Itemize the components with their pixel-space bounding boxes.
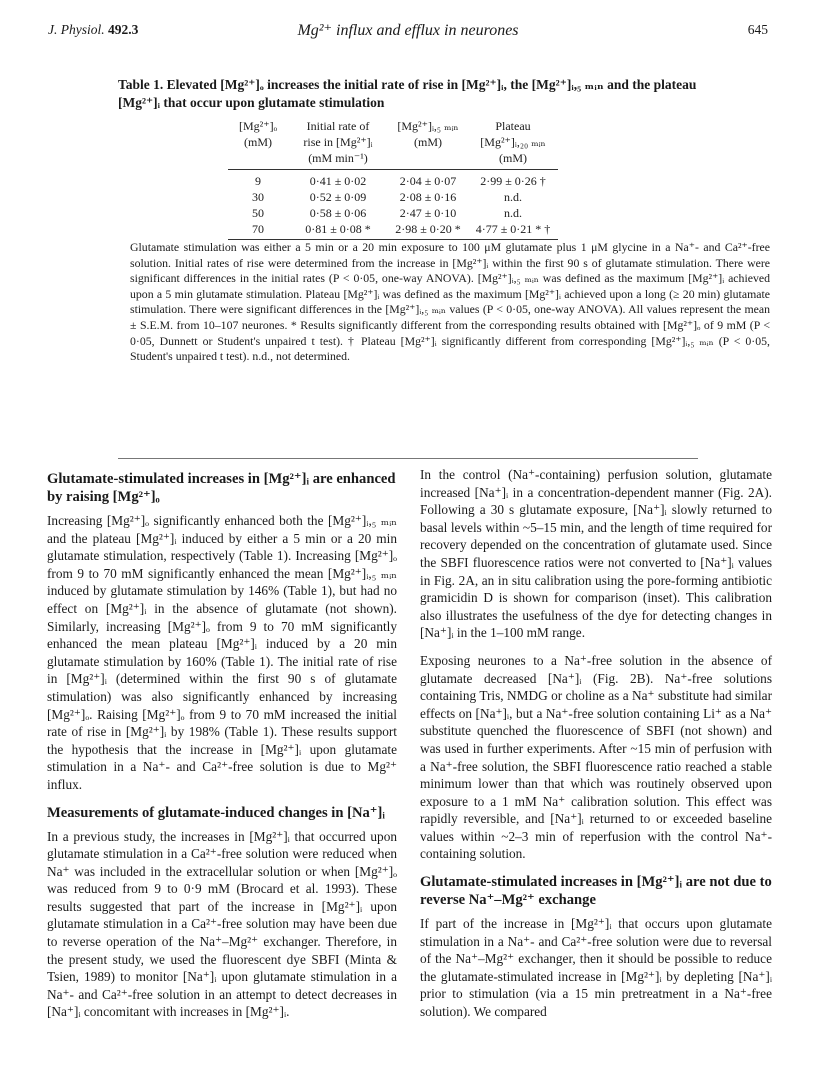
body-paragraph: Increasing [Mg²⁺]ₒ significantly enhanced both the [Mg²⁺]ᵢ,₅ ₘᵢₙ and the plateau [Mg²⁺]ᵢ induced by either a 5 min or a 20 min glutamate stimulation, respectively (Table 1). Increasing [Mg²⁺]ₒ from 9 to 70 mM significantly enhanced the mean [Mg²⁺]ᵢ,₅ ₘᵢₙ induced by glutamate stimulation by 146% (Table 1), but had no effect on [Mg²⁺]ᵢ in the absence of glutamate (not shown). Similarly, increasing [Mg²⁺]ₒ from 9 to 70 mM significantly enhanced the mean plateau [Mg²⁺]ᵢ induced by a 20 min glutamate stimulation by 160% (Table 1). The initial rate of rise in [Mg²⁺]ᵢ (determined within the first 90 s of glutamate stimulation) was also significantly enhanced by increasing [Mg²⁺]ₒ. Raising [Mg²⁺]ₒ from 9 to 70 mM increased the initial rate of rise in [Mg²⁺]ᵢ by 198% (Table 1). These results support the hypothesis that the increase in [Mg²⁺]ᵢ upon glutamate stimulation in a Na⁺- and Ca²⁺-free solution is due to Mg²⁺ influx.	[47, 513, 397, 792]
body-paragraph: In a previous study, the increases in [Mg²⁺]ᵢ that occurred upon glutamate stimulation in a Ca²⁺-free solution were reduced when Na⁺ was included in the extracellular solution or when [Mg²⁺]ₒ was reduced from 9 to 0·9 mM (Brocard et al. 1993). These results suggested that part of the increase in [Mg²⁺]ᵢ upon glutamate stimulation in a Ca²⁺-free solution may have been due to reverse operation of the Na⁺–Mg²⁺ exchanger. Therefore, in the present study, we used the fluorescent dye SBFI (Minta & Tsien, 1989) to monitor [Na⁺]ᵢ upon glutamate stimulation in a Na⁺- and Ca²⁺-free solution in an attempt to detect decreases in [Na⁺]ᵢ concomitant with increases in [Mg²⁺]ᵢ.	[47, 828, 397, 1020]
section-heading: Glutamate-stimulated increases in [Mg²⁺]ᵢ are enhanced by raising [Mg²⁺]ₒ	[47, 471, 396, 505]
cell-5min: 2·47 ± 0·10	[399, 206, 457, 220]
body-paragraph: In the control (Na⁺-containing) perfusion solution, glutamate increased [Na⁺]ᵢ in a concentration-dependent manner (Fig. 2A). Following a 30 s glutamate exposure, [Na⁺]ᵢ slowly returned to basal levels within ~5–15 min, and the length of time required for recovery depended on the concentration of glutamate used. Since the SBFI fluorescence ratios were not converted to [Na⁺]ᵢ values in Fig. 2A, an in situ calibration using the pore-forming antibiotic gramicidin D is shown for comparison (inset). This calibration also illustrates the usefulness of the dye for detecting changes in [Na⁺]ᵢ in the 1–100 mM range.	[420, 467, 772, 641]
left-column	[47, 470, 397, 1031]
cell-plateau: 4·77 ± 0·21 * †	[475, 222, 551, 236]
table-row	[228, 173, 558, 189]
table-header-row	[228, 118, 558, 166]
cell-plateau: n.d.	[504, 206, 522, 220]
cell-5min: 2·98 ± 0·20 *	[395, 222, 461, 236]
cell-mg: 50	[252, 206, 264, 220]
body-paragraph: If part of the increase in [Mg²⁺]ᵢ that occurs upon glutamate stimulation in a Na⁺- and Ca²⁺-free solution were due to reversal of the Na⁺–Mg²⁺ exchanger, then it should be possible to reduce the glutamate-stimulated increase in [Mg²⁺]ᵢ by depleting [Na⁺]ᵢ prior to stimulation (via a 15 min pretreatment in a Na⁺-free solution). We compared	[420, 916, 772, 1020]
header-mg-o: [Mg²⁺]ₒ (mM)	[238, 119, 278, 149]
cell-5min: 2·08 ± 0·16	[399, 190, 457, 204]
cell-mg: 9	[255, 174, 261, 188]
cell-rate: 0·52 ± 0·09	[309, 190, 367, 204]
cell-mg: 70	[252, 222, 264, 236]
table-footnote: Glutamate stimulation was either a 5 min or a 20 min exposure to 100 μM glutamate plus 1 μM glycine in a Na⁺- and Ca²⁺-free solution. Initial rates of rise were determined from the increase in [Mg²⁺]ᵢ within the first 90 s of glutamate stimulation. There were significant differences in the initial rates (P < 0·05, one-way ANOVA). [Mg²⁺]ᵢ,₅ ₘᵢₙ was defined as the maximum [Mg²⁺]ᵢ achieved upon a 5 min glutamate stimulation. Plateau [Mg²⁺]ᵢ was defined as the maximum [Mg²⁺]ᵢ achieved upon a long (≥ 20 min) glutamate stimulation. There were significant differences in the [Mg²⁺]ᵢ,₅ ₘᵢₙ values (P < 0·05, one-way ANOVA). All values represent the mean ± S.E.M. from 10–107 neurones. * Results significantly different from the corresponding results obtained with [Mg²⁺]ₒ of 9 mM (P < 0·05, Dunnett or Student's unpaired t test). † Plateau [Mg²⁺]ᵢ significantly different from corresponding [Mg²⁺]ᵢ,₅ ₘᵢₙ (P < 0·05, Student's unpaired t test). n.d., not determined.	[130, 240, 770, 364]
table-row	[228, 221, 558, 237]
running-title: Mg²⁺ influx and efflux in neurones	[297, 22, 519, 39]
running-header	[48, 22, 768, 42]
section-heading: Measurements of glutamate-induced changes in [Na⁺]ᵢ	[47, 804, 385, 821]
cell-rate: 0·58 ± 0·06	[309, 206, 367, 220]
volume-number: 492.3	[108, 22, 139, 37]
header-plateau: Plateau [Mg²⁺]ᵢ,₂₀ ₘᵢₙ (mM)	[480, 119, 546, 165]
cell-5min: 2·04 ± 0·07	[399, 174, 457, 188]
table-row	[228, 189, 558, 205]
table-caption: Table 1. Elevated [Mg²⁺]ₒ increases the initial rate of rise in [Mg²⁺]ᵢ, the [Mg²⁺]ᵢ,₅ ₘᵢₙ and the plateau [Mg²⁺]ᵢ that occur upon glutamate stimulation	[118, 77, 697, 110]
header-mg-5min: [Mg²⁺]ᵢ,₅ ₘᵢₙ (mM)	[397, 119, 459, 149]
section-divider	[118, 458, 698, 459]
cell-rate: 0·41 ± 0·02	[309, 174, 367, 188]
page-number: 645	[747, 22, 768, 37]
right-column	[420, 466, 772, 1031]
table-row	[228, 205, 558, 221]
body-paragraph: Exposing neurones to a Na⁺-free solution in the absence of glutamate decreased [Na⁺]ᵢ (Fig. 2B). Na⁺-free solutions containing Tris, NMDG or choline as a Na⁺ substitute had similar effects on [Na⁺]ᵢ, but a Na⁺-free solution containing Li⁺ as a Na⁺ substitute quenched the fluorescence of SBFI (not shown) and was used in further experiments. After ~15 min of perfusion with a Na⁺-free solution, the SBFI fluorescence ratio reached a stable minimum lower than that which was routinely observed upon exposure to a 1 mM Na⁺ calibration solution. This effect was rapidly reversible, and [Na⁺]ᵢ returned to or exceeded baseline values within ~2–3 min of reperfusion with the control Na⁺-containing solution.	[420, 652, 772, 862]
data-table	[228, 118, 558, 243]
journal-name: J. Physiol. 492.3	[48, 22, 139, 37]
cell-rate: 0·81 ± 0·08 *	[305, 222, 371, 236]
header-initial-rate: Initial rate of rise in [Mg²⁺]ᵢ (mM min⁻¹)	[303, 119, 373, 165]
cell-plateau: n.d.	[504, 190, 522, 204]
table-rule	[228, 166, 558, 173]
cell-plateau: 2·99 ± 0·26 †	[480, 174, 546, 188]
section-heading: Glutamate-stimulated increases in [Mg²⁺]ᵢ are not due to reverse Na⁺–Mg²⁺ exchange	[420, 874, 772, 909]
cell-mg: 30	[252, 190, 264, 204]
